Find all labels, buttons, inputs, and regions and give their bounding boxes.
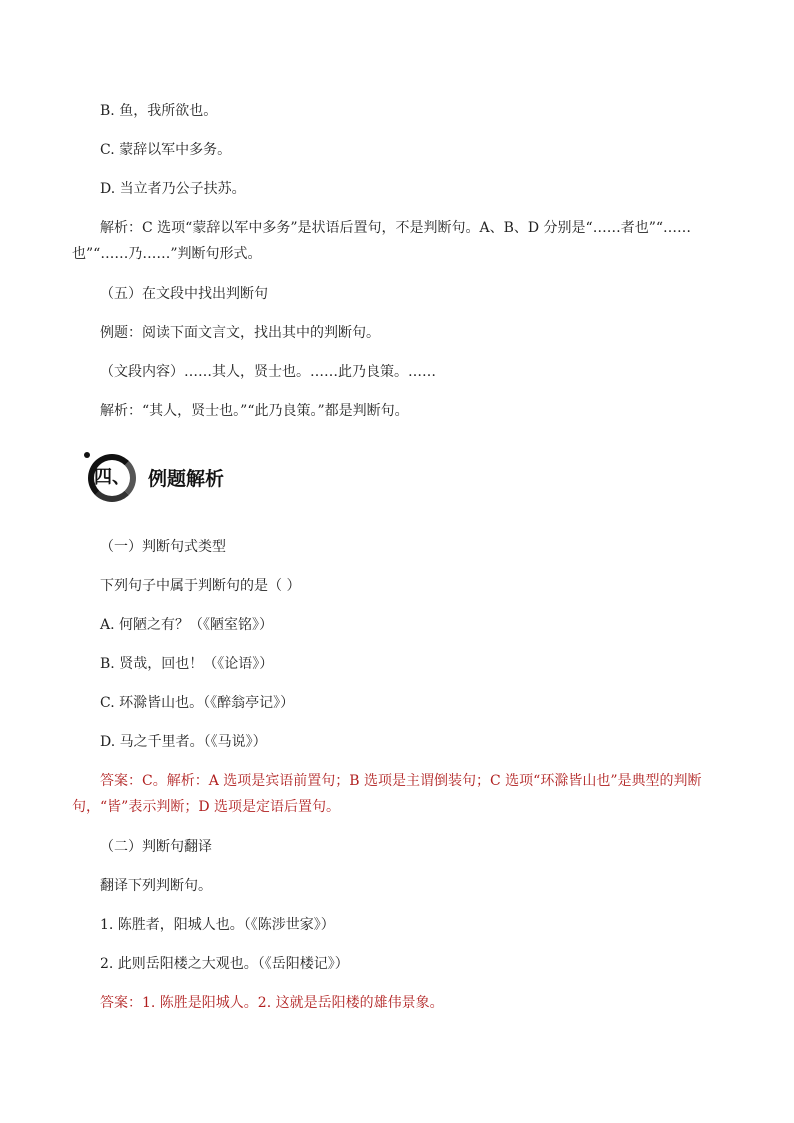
option-b-text: B. 鱼，我所欲也。 <box>100 103 218 119</box>
option-d: D. 马之千里者。（《马说》） <box>100 734 267 750</box>
section-number: 四、 <box>94 467 130 488</box>
option-b: B. 贤哉，回也！（《论语》） <box>100 656 274 672</box>
answer-two: 答案：1. 陈胜是阳城人。2. 这就是岳阳楼的雄伟景象。 <box>100 995 444 1011</box>
analysis-paragraph-2: 解析：“其人，贤士也。”“此乃良策。”都是判断句。 <box>100 403 409 419</box>
question-one: 下列句子中属于判断句的是（ ） <box>100 578 301 594</box>
sub-heading-one: （一）判断句式类型 <box>100 539 226 555</box>
answer-one: 答案：C。解析：A 选项是宾语前置句；B 选项是主谓倒装句；C 选项“环滁皆山也”是典型的判断句，“皆”表示判断；D 选项是定语后置句。 <box>72 773 702 815</box>
section-heading <box>84 452 384 510</box>
analysis-paragraph: 解析：C 选项“蒙辞以军中多务”是状语后置句，不是判断句。A、B、D 分别是“……者也”“……也”“……乃……”判断句形式。 <box>72 220 692 262</box>
example-prompt: 例题：阅读下面文言文，找出其中的判断句。 <box>100 325 380 341</box>
section-title: 例题解析 <box>148 468 225 490</box>
sub-heading-two: （二）判断句翻译 <box>100 839 212 855</box>
option-a: A. 何陋之有？（《陋室铭》） <box>100 617 274 633</box>
option-d-text: D. 当立者乃公子扶苏。 <box>100 181 246 197</box>
option-c: C. 环滁皆山也。（《醉翁亭记》） <box>100 695 295 711</box>
sub-heading-five: （五）在文段中找出判断句 <box>100 286 268 302</box>
passage-text: （文段内容）……其人，贤士也。……此乃良策。…… <box>100 364 436 380</box>
brush-dot-icon <box>84 452 90 458</box>
translation-item-2: 2. 此则岳阳楼之大观也。（《岳阳楼记》） <box>100 956 349 972</box>
translation-item-1: 1. 陈胜者，阳城人也。（《陈涉世家》） <box>100 917 335 933</box>
option-c-text: C. 蒙辞以军中多务。 <box>100 142 232 158</box>
question-two: 翻译下列判断句。 <box>100 878 212 894</box>
